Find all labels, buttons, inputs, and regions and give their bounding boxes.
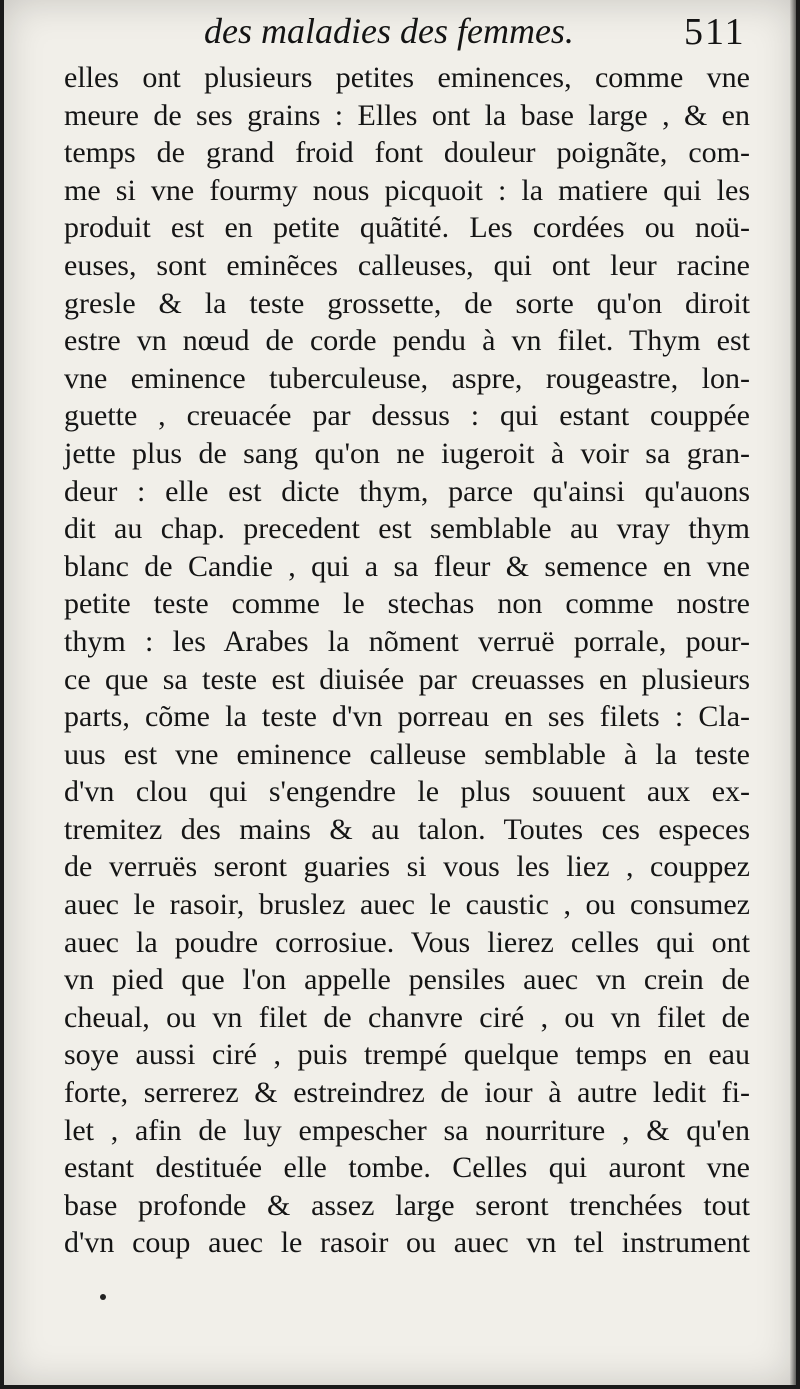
page-edge-shadow	[790, 0, 796, 1385]
text-line: parts, cõme la teste d'vn porreau en ses filets : Cla-	[64, 700, 750, 734]
text-line: thym : les Arabes la nõment verruë porrale, pour-	[64, 624, 750, 658]
text-line: deur : elle est dicte thym, parce qu'ainsi qu'auons	[64, 474, 750, 508]
text-line: uus est vne eminence calleuse semblable à la teste	[64, 737, 750, 771]
text-line: jette plus de sang qu'on ne iugeroit à voir sa gran-	[64, 436, 750, 470]
text-line: dit au chap. precedent est semblable au vray thym	[64, 512, 750, 546]
text-line: gresle & la teste grossette, de sorte qu'on diroit	[64, 286, 750, 320]
book-page	[4, 0, 796, 1385]
text-line: forte, serrerez & estreindrez de iour à autre ledit fi-	[64, 1076, 750, 1110]
body-text	[64, 59, 750, 1262]
ink-speck	[100, 1294, 106, 1300]
page-number: 511	[684, 11, 746, 53]
text-line: de verruës seront guaries si vous les liez , couppez	[64, 850, 750, 884]
text-line: auec la poudre corrosiue. Vous lierez celles qui ont	[64, 925, 750, 959]
text-line: estant destituée elle tombe. Celles qui auront vne	[64, 1151, 750, 1185]
text-line: temps de grand froid font douleur poignãte, com-	[64, 136, 750, 170]
text-line: tremitez des mains & au talon. Toutes ces especes	[64, 812, 750, 846]
text-line: d'vn clou qui s'engendre le plus souuent aux ex-	[64, 775, 750, 809]
text-line: produit est en petite quãtité. Les cordées ou noü-	[64, 211, 750, 245]
text-line: elles ont plusieurs petites eminences, comme vne	[64, 61, 750, 94]
text-line: base profonde & assez large seront trenchées tout	[64, 1188, 750, 1222]
text-line: cheual, ou vn filet de chanvre ciré , ou vn filet de	[64, 1000, 750, 1034]
text-line: petite teste comme le stechas non comme nostre	[64, 587, 750, 621]
text-line: ce que sa teste est diuisée par creuasses en plusieurs	[64, 662, 750, 696]
text-line: let , afin de luy empescher sa nourriture , & qu'en	[64, 1113, 750, 1147]
text-line: me si vne fourmy nous picquoit : la matiere qui les	[64, 173, 750, 207]
text-line: guette , creuacée par dessus : qui estant couppée	[64, 399, 750, 433]
text-line: d'vn coup auec le rasoir ou auec vn tel instrument	[64, 1226, 750, 1260]
text-line: blanc de Candie , qui a sa fleur & semence en vne	[64, 549, 750, 583]
text-line: soye aussi ciré , puis trempé quelque temps en eau	[64, 1038, 750, 1072]
text-line: vn pied que l'on appelle pensiles auec vn crein de	[64, 963, 750, 997]
running-title: des maladies des femmes.	[204, 11, 574, 51]
text-line: estre vn nœud de corde pendu à vn filet. Thym est	[64, 324, 750, 358]
text-line: meure de ses grains : Elles ont la base large , & en	[64, 98, 750, 132]
text-line: vne eminence tuberculeuse, aspre, rougeastre, lon-	[64, 361, 750, 395]
text-line: auec le rasoir, bruslez auec le caustic , ou consumez	[64, 888, 750, 922]
page-header	[4, 0, 796, 60]
text-line: euses, sont eminẽces calleuses, qui ont leur racine	[64, 248, 750, 282]
